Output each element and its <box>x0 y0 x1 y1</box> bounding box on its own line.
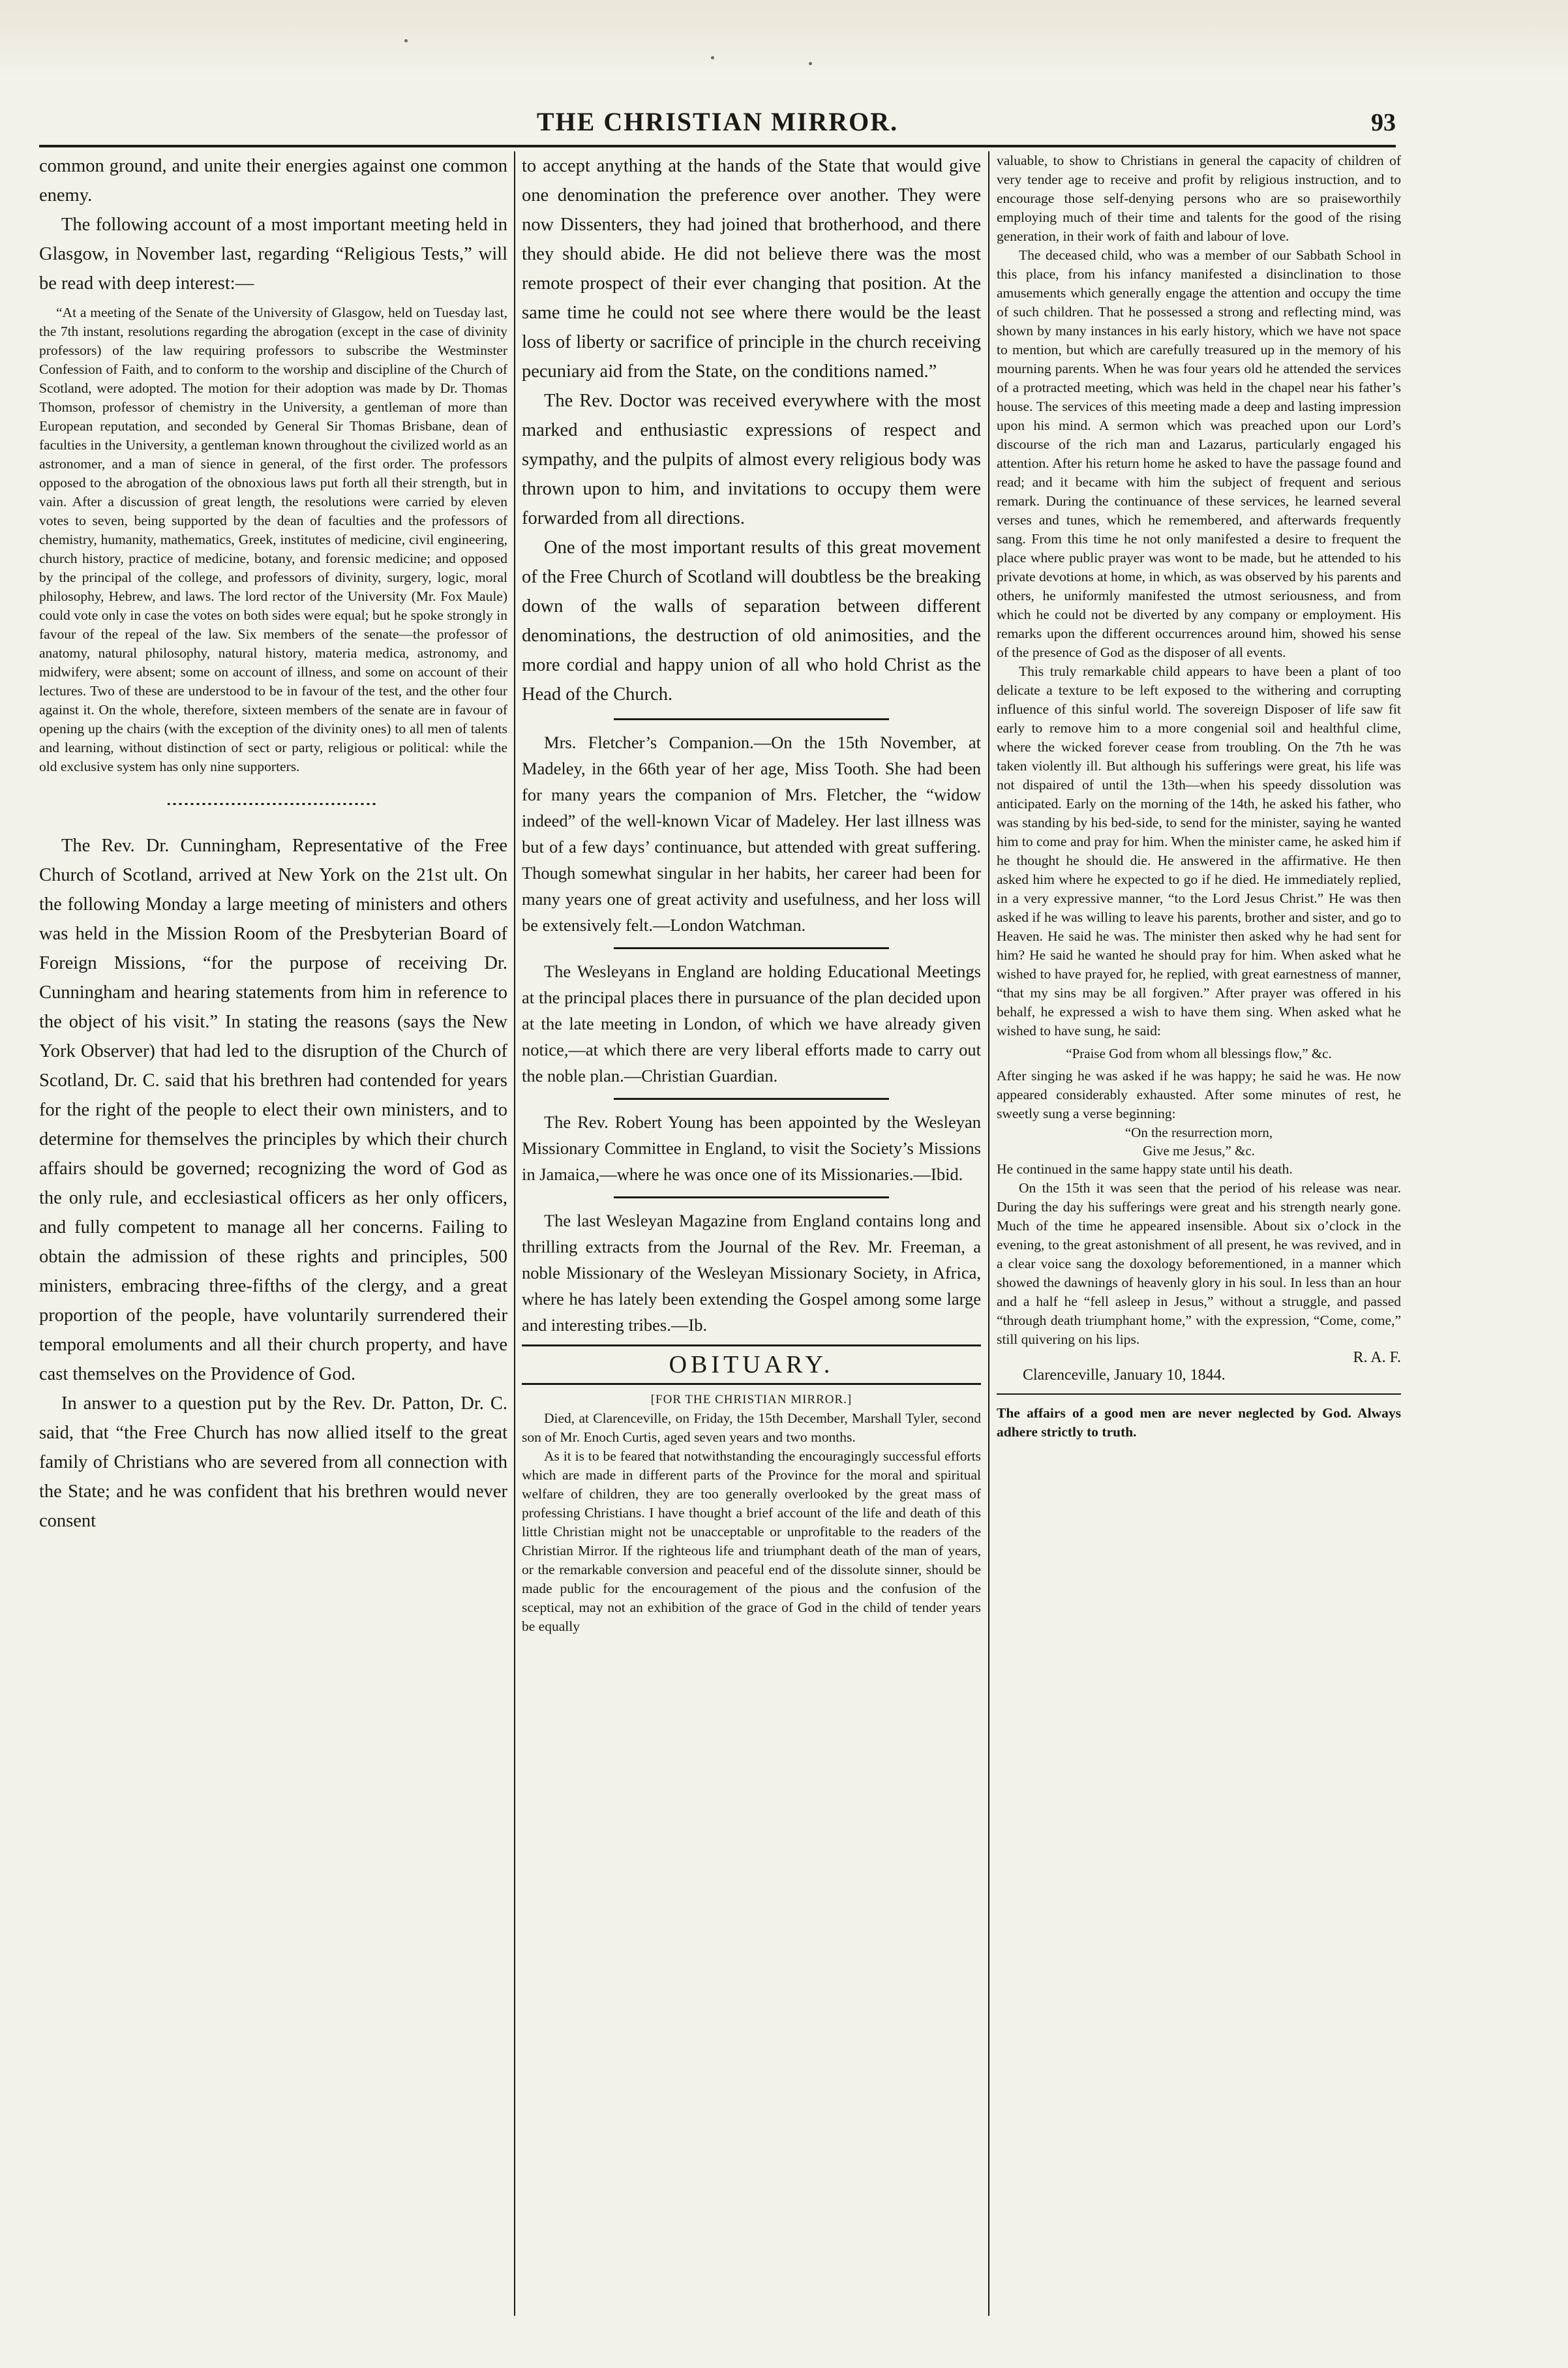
paragraph: The deceased child, who was a member of our Sabbath School in this place, from his infancy manifested a disinclination to those amusements which generally engage the attention and occupy the time of such children. That he possessed a strong and reflecting mind, was shown by many instances in his early history, which we have not space to mention, but which are carefully treasured up in the memory of his mourning parents. When he was four years old he attended the services of a protracted meeting, which was held in the chapel near his father’s house. The services of this meeting made a deep and lasting impression upon his mind. A sermon which was preached upon our Lord’s discourse of the rich man and Lazarus, particularly engaged his attention. After his return home he asked to have the passage found and read; and it became with him the subject of frequent and serious remark. During the continuance of these services, he learned several verses and tunes, which he remembered, and afterwards frequently sang. From this time he not only manifested a desire to frequent the place where public prayer was wont to be made, but he attended to his private devotions at home, in which, as was observed by his parents and others, he uniformly manifested the utmost seriousness, and from which he could not be diverted by any company or employment. His remarks upon the different occurrences around him, showed his sense of the presence of God as the disposer of all events. <box>997 247 1401 660</box>
column-rule <box>514 151 515 2316</box>
paragraph: This truly remarkable child appears to have been a plant of too delicate a texture to be left exposed to the withering and corrupting influence of this sinful world. The sovereign Disposer of life saw fit early to remove him to a more congenial soil and healthful clime, where the wicked forever cease from troubling. On the 7th he was taken violently ill. But although his sufferings were great, his life was not dispaired of until the 13th—when his speedy dissolution was anticipated. Early on the morning of the 14th, he asked his father, who was standing by his bed-side, to send for the minister, saying he wanted him to come and pray for him. When the minister came, he asked him if he thought he should die. He answered in the affirmative. He then asked him where he expected to go if he died. He immediately replied, in a very expressive manner, “to the Lord Jesus Christ.” He was then asked if he was willing to leave his parents, brother and sister, and go to Heaven. He said he was. The minister then asked why he had sent for him? He said he wanted he should pray for him. When asked what he wished to have prayed for, he replied, with great earnestness of manner, “that my sins may be all forgiven.” After prayer was offered in his behalf, he expressed a wish to have them sing. When asked what he wished to have sung, he said: <box>997 663 1401 1039</box>
obituary-heading-box <box>522 1344 981 1385</box>
dateline: Clarenceville, January 10, 1844. <box>1023 1367 1226 1384</box>
page-top-shading <box>0 0 1568 78</box>
paragraph: He continued in the same happy state until his death. <box>997 1161 1293 1177</box>
page-number: 93 <box>1371 109 1396 136</box>
section-separator <box>997 1393 1401 1395</box>
author-signature: R. A. F. <box>1353 1349 1401 1366</box>
hymn-line: “On the resurrection morn, <box>1124 1125 1273 1140</box>
section-separator <box>614 718 889 720</box>
paragraph: to accept anything at the hands of the State that would give one denomination the preference over another. They were now Dissenters, they had joined that brotherhood, and there they should abide. He did not believe there was the most remote prospect of their ever changing that position. At the same time he could not see where there would be the least loss of liberty or sacrifice of principle in the church receiving pecuniary aid from the State, on the conditions named.” <box>522 156 981 382</box>
paragraph: On the 15th it was seen that the period of his release was near. During the day his sufferings were great and his strength nearly gone. Much of the time he appeared insensible. About six o’clock in the evening, to the great astonishment of all present, he was revived, and in a clear voice sang the doxology beforementioned, in a manner which showed the dawnings of heavenly glory in his soul. In less than an hour and a half he “fell asleep in Jesus,” without a struggle, and passed “through death triumphant home,” with the expression, “Come, come,” still quivering on his lips. <box>997 1180 1401 1347</box>
article-fletcher-companion: Mrs. Fletcher’s Companion.—On the 15th November, at Madeley, in the 66th year of her age, Miss Tooth. She had been for many years the companion of Mrs. Fletcher, the “widow indeed” of the well-known Vicar of Madeley. Her last illness was but of a few days’ continuance, but attended with great suffering. Though somewhat singular in her habits, her career had been for many years one of great activity and usefulness, and her loss will be extensively felt.—London Watchman. <box>522 733 981 935</box>
article-wesleyans: The Wesleyans in England are holding Educational Meetings at the principal places there in pursuance of the plan decided upon at the late meeting in London, of which we have already given notice,—at which there are very liberal efforts made to carry out the noble plan.—Christian Guardian. <box>522 962 981 1085</box>
column-left <box>39 151 507 2316</box>
speck <box>404 39 408 42</box>
section-separator <box>614 1098 889 1100</box>
obituary-heading: OBITUARY. <box>669 1351 834 1378</box>
column-rule <box>988 151 989 2316</box>
paragraph: valuable, to show to Christians in general the capacity of children of very tender age to receive and profit by religious instruction, and to encourage those self-denying persons who are so praiseworthily employing much of their time and talents for the good of the rising generation, in their work of faith and labour of love. <box>997 153 1401 244</box>
footer-maxim: The affairs of a good men are never neglected by God. Always adhere strictly to truth. <box>997 1405 1401 1440</box>
paragraph: After singing he was asked if he was happy; he said he was. He now appeared considerably exhausted. After some minutes of rest, he sweetly sung a verse beginning: <box>997 1068 1401 1121</box>
column-middle <box>522 151 981 2316</box>
header-rule <box>39 145 1396 147</box>
speck <box>711 56 714 59</box>
section-separator <box>614 947 889 949</box>
paragraph: The Rev. Doctor was received everywhere with the most marked and enthusiastic expressions of respect and sympathy, and the pulpits of almost every religious body was thrown upon to him, and invitations to occupy them were forwarded from all directions. <box>522 391 981 528</box>
running-head <box>39 91 1396 137</box>
hymn-line: Give me Jesus,” &c. <box>1142 1143 1256 1159</box>
obituary-notice: Died, at Clarenceville, on Friday, the 15th December, Marshall Tyler, second son of Mr. Enoch Curtis, aged seven years and two months. <box>522 1410 981 1445</box>
publication-title: THE CHRISTIAN MIRROR. <box>536 107 899 136</box>
paragraph: The following account of a most important meeting held in Glasgow, in November last, regarding “Religious Tests,” will be read with deep interest:— <box>39 215 507 294</box>
article-wesleyan-magazine: The last Wesleyan Magazine from England contains long and thrilling extracts from the Journal of the Rev. Mr. Freeman, a noble Missionary of the Wesleyan Missionary Society, in Africa, where he has lately been extending the Gospel among some large and interesting tribes.—Ib. <box>522 1211 981 1335</box>
paragraph: In answer to a question put by the Rev. Dr. Patton, Dr. C. said, that “the Free Church has now allied itself to the great family of Christians who are severed from all connection with the State; and he was confident that his brethren would never consent <box>39 1393 507 1531</box>
hymn-line: “Praise God from whom all blessings flow,” &c. <box>1066 1046 1332 1061</box>
article-cunningham: The Rev. Dr. Cunningham, Representative of the Free Church of Scotland, arrived at New York on the 21st ult. On the following Monday a large meeting of ministers and others was held in the Mission Room of the Presbyterian Board of Foreign Missions, “for the purpose of receiving Dr. Cunningham and hearing statements from him in reference to the object of his visit.” In stating the reasons (says the New York Observer) that had led to the disruption of the Church of Scotland, Dr. C. said that his brethren had contended for years for the right of the people to elect their own ministers, and to determine for themselves the principles by which their church affairs should be governed; recognizing the word of God as the only rule, and ecclesiastical officers as her only officers, and fully competent to manage all her concerns. Failing to obtain the admission of these rights and principles, 500 ministers, embracing three-fifths of the clergy, and a great proportion of the people, have voluntarily surrendered their temporal emoluments and all their church property, and have cast themselves on the Providence of God. <box>39 836 507 1384</box>
obituary-source: [FOR THE CHRISTIAN MIRROR.] <box>650 1393 852 1406</box>
section-separator <box>168 791 378 817</box>
paragraph: common ground, and unite their energies against one common enemy. <box>39 156 507 205</box>
paragraph: As it is to be feared that notwithstanding the encouragingly successful efforts which are made in different parts of the Province for the moral and spiritual welfare of children, they are too generally overlooked by the great mass of professing Christians. I have thought a brief account of the life and death of this little Christian might not be unacceptable or unprofitable to the readers of the Christian Mirror. If the righteous life and triumphant death of the man of years, or the remarkable conversion and peaceful end of the dissolute sinner, should be made public for the encouragement of the pious and the confusion of the sceptical, may not an exhibition of the grace of God in the child of tender years be equally <box>522 1448 981 1634</box>
quoted-report: “At a meeting of the Senate of the University of Glasgow, held on Tuesday last, the 7th instant, resolutions regarding the abrogation (except in the case of divinity professors) of the law requiring professors to subscribe the Westminster Confession of Faith, and to conform to the worship and discipline of the Church of Scotland, were adopted. The motion for their adoption was made by Dr. Thomas Thomson, professor of chemistry in the University, a gentleman of more than European reputation, and seconded by General Sir Thomas Brisbane, dean of faculties in the University, a gentleman known throughout the civilized world as an astronomer, and a man of sience in general, of the first order. The professors opposed to the abrogation of the obnoxious laws put forth all their strength, but in vain. After a discussion of great length, the resolutions were carried by eleven votes to seven, being supported by the dean of faculties and the professors of chemistry, humanity, mathematics, Greek, institutes of medicine, civil engineering, church history, practice of medicine, botany, and forensic medicine; and opposed by the principal of the college, and professors of divinity, surgery, logic, moral philosophy, Hebrew, and laws. The lord rector of the University (Mr. Fox Maule) could vote only in case the votes on both sides were equal; but he spoke strongly in favour of the repeal of the law. Six members of the senate—the professor of anatomy, natural philosophy, natural history, materia medica, astronomy, and midwifery, were absent; some on account of illness, and some on account of their lectures. Two of these are understood to be in favour of the test, and the other four against it. On the whole, therefore, sixteen members of the senate are in favour of opening up the chairs (with the exception of the divinity ones) to all men of talents and learning, without distinction of sect or party, religious or political: while the old exclusive system has only nine supporters. <box>39 305 507 774</box>
speck <box>809 62 812 65</box>
column-right <box>997 151 1401 2316</box>
paragraph: One of the most important results of this great movement of the Free Church of Scotland will doubtless be the breaking down of the walls of separation between different denominations, the destruction of old animosities, and the more cordial and happy union of all who hold Christ as the Head of the Church. <box>522 538 981 705</box>
section-separator <box>614 1196 889 1198</box>
article-robert-young: The Rev. Robert Young has been appointed by the Wesleyan Missionary Committee in England, to visit the Society’s Missions in Jamaica,—where he was once one of its Missionaries.—Ibid. <box>522 1112 981 1184</box>
